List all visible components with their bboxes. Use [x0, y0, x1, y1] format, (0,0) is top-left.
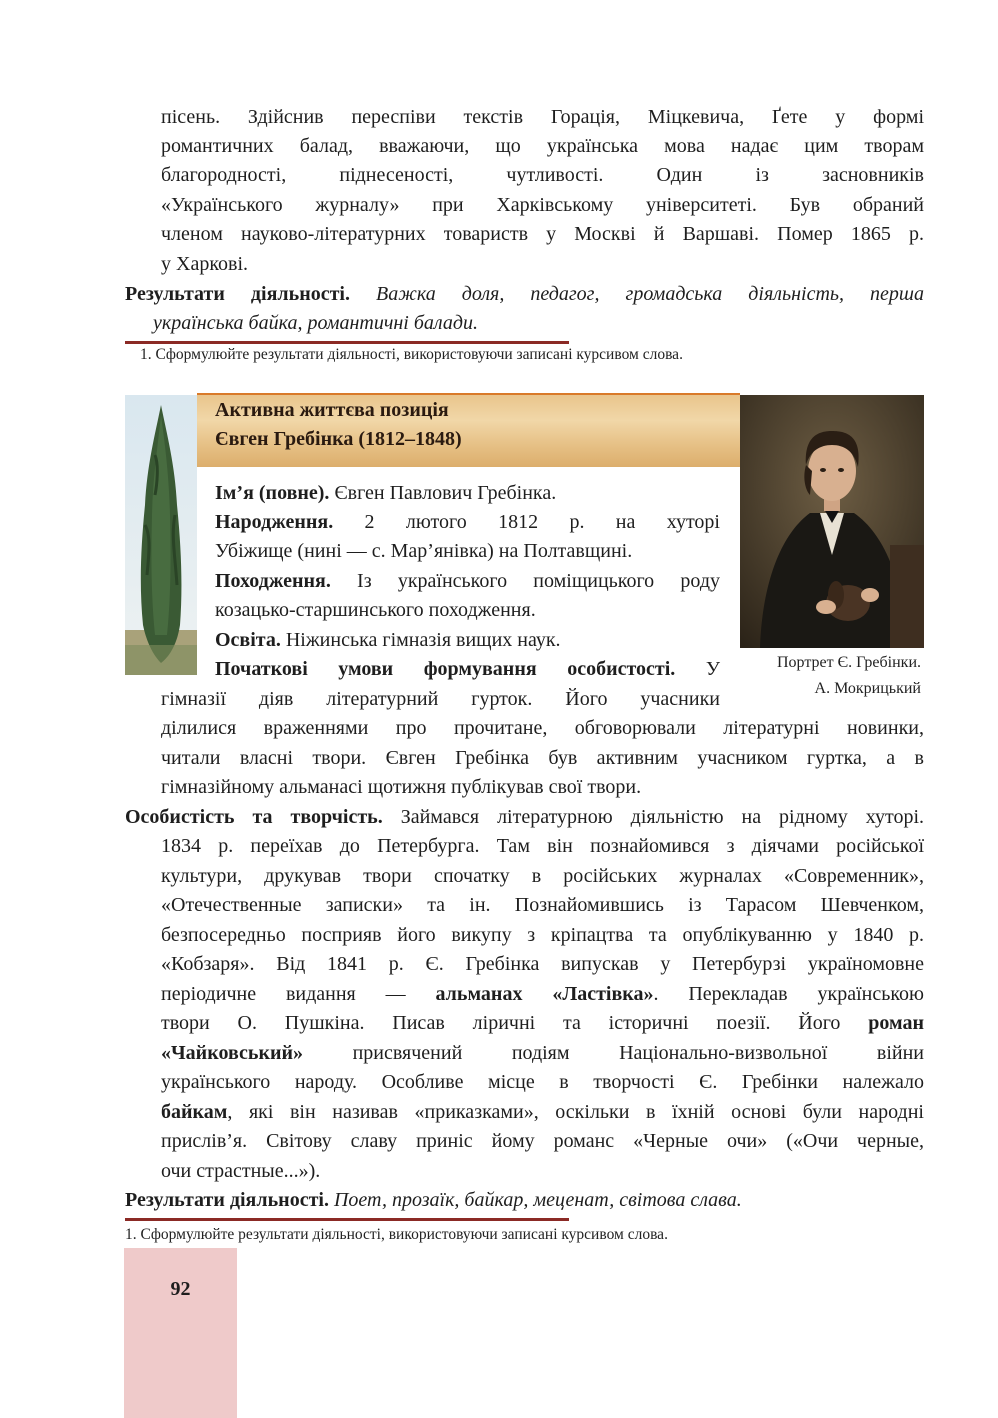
results-line-2: [125, 1186, 742, 1216]
education-label: Освіта.: [215, 629, 281, 651]
results-text-2: українська байка, романтичні балади.: [153, 312, 478, 334]
personality-line11: [161, 1098, 924, 1128]
results-line-2: [153, 309, 478, 339]
results-text: Поет, прозаїк, байкар, меценат, світова слава.: [328, 1189, 742, 1211]
almanac-bold: альманах «Ластівка»: [435, 983, 654, 1005]
personality-line12: прислів’я. Світову славу приніс йому романс «Черные очи» («Очи черные,: [161, 1130, 924, 1152]
novel-title-bold: «Чайковський»: [161, 1042, 304, 1064]
cypress-tree-image: [125, 395, 197, 675]
personality-line9: [161, 1039, 924, 1069]
personality-line4: «Отечественные записки» та ін. Познайомившись із Тарасом Шевченком,: [161, 894, 924, 916]
divider-rule: [125, 341, 569, 344]
portrait-caption-line1: Портрет Є. Гребінки.: [776, 654, 921, 671]
novel-bold: роман: [868, 1012, 924, 1034]
text-line: членом науково-літературних товариств у Москві й Варшаві. Помер 1865 р.: [161, 223, 924, 245]
results-line: [125, 280, 924, 310]
text-span: періодичне видання —: [161, 983, 436, 1005]
page-number: 92: [170, 1278, 191, 1300]
text-span: . Перекладав українською: [653, 983, 924, 1005]
text-line: благородності, піднесеності, чутливості. Один із засновників: [161, 164, 924, 186]
portrait-svg: [740, 395, 924, 648]
text-line: романтичних балад, вважаючи, що українська мова надає цим творам: [161, 135, 924, 157]
conditions-line5: гімназійному альманасі щотижня публікував свої твори.: [161, 776, 642, 798]
person-name-title: Євген Гребінка (1812–1848): [215, 428, 462, 450]
text-span: , які він називав «приказками», оскільки в їхній основі були народні: [227, 1101, 924, 1123]
personality-line2: 1834 р. переїхав до Петербурга. Там він познайомився з діячами російської: [161, 835, 924, 857]
section-title: Активна життєва позиція: [215, 399, 449, 421]
origin-text: Із українського поміщицького роду: [330, 570, 720, 592]
birth-label: Народження.: [215, 511, 334, 533]
text-span: твори О. Пушкіна. Писав ліричні та історичні поезії. Його: [161, 1012, 869, 1034]
birth-text: 2 лютого 1812 р. на хуторі: [333, 511, 720, 533]
cypress-tree-svg: [125, 395, 197, 675]
text-line: пісень. Здійснив переспіви текстів Горація, Міцкевича, Ґете у формі: [161, 106, 924, 128]
personality-line3: культури, друкував твори спочатку в російських журналах «Современник»,: [161, 865, 924, 887]
portrait-caption-line2: А. Мокрицький: [814, 680, 921, 697]
text-line: у Харкові.: [161, 253, 249, 275]
results-label: Результати діяльності.: [125, 1189, 329, 1211]
bio-conditions: [215, 655, 720, 685]
conditions-line4: читали власні твори. Євген Гребінка був активним учасником гуртка, а в: [161, 747, 924, 769]
bio-origin-line2: козацько-старшинського походження.: [215, 599, 536, 621]
education-text: Ніжинська гімназія вищих наук.: [280, 629, 561, 651]
footnote: 1. Сформулюйте результати діяльності, використовуючи записані курсивом слова.: [140, 346, 683, 363]
personality-line5: безпосередньо посприяв його викупу з кріпацтва та опублікуванню у 1840 р.: [161, 924, 924, 946]
full-name-label: Ім’я (повне).: [215, 482, 330, 504]
results-label: Результати діяльності.: [125, 283, 350, 305]
personality-line10: українського народу. Особливе місце в творчості Є. Гребінки належало: [161, 1071, 924, 1093]
section-header: [197, 393, 740, 467]
fables-bold: байкам: [161, 1101, 228, 1123]
personality-line13: очи страстные...»).: [161, 1160, 321, 1182]
personality-line1: [125, 803, 924, 833]
personality-line8: [161, 1009, 924, 1039]
personality-text: Займався літературною діяльністю на рідному хуторі.: [382, 806, 924, 828]
bio-origin: [215, 567, 720, 597]
divider-rule: [125, 1218, 569, 1221]
conditions-line3: ділилися враженнями про прочитане, обговорювали літературні новинки,: [161, 717, 924, 739]
conditions-label: Початкові умови формування особистості.: [215, 658, 676, 680]
personality-line7: [161, 980, 924, 1010]
page-number-box: [124, 1248, 237, 1418]
results-text: Важка доля, педагог, громадська діяльність, перша: [376, 283, 924, 305]
personality-line6: «Кобзаря». Від 1841 р. Є. Гребінка випускав у Петербурзі україномовне: [161, 953, 924, 975]
bio-full-name: [215, 479, 556, 509]
text-span: присвячений подіям Національно-визвольної війни: [303, 1042, 924, 1064]
bio-birth-line2: Убіжище (нині — с. Мар’янівка) на Полтавщині.: [215, 540, 633, 562]
portrait-image: [740, 395, 924, 648]
text-line: «Українського журналу» при Харківському університеті. Був обраний: [161, 194, 924, 216]
origin-label: Походження.: [215, 570, 331, 592]
bio-education: [215, 626, 561, 656]
full-name-text: Євген Павлович Гребінка.: [329, 482, 557, 504]
conditions-line2: гімназії діяв літературний гурток. Його учасники: [161, 688, 720, 710]
footnote: 1. Сформулюйте результати діяльності, використовуючи записані курсивом слова.: [125, 1226, 668, 1243]
personality-label: Особистість та творчість.: [125, 806, 383, 828]
bio-birth: [215, 508, 720, 538]
conditions-text: У: [675, 658, 720, 680]
